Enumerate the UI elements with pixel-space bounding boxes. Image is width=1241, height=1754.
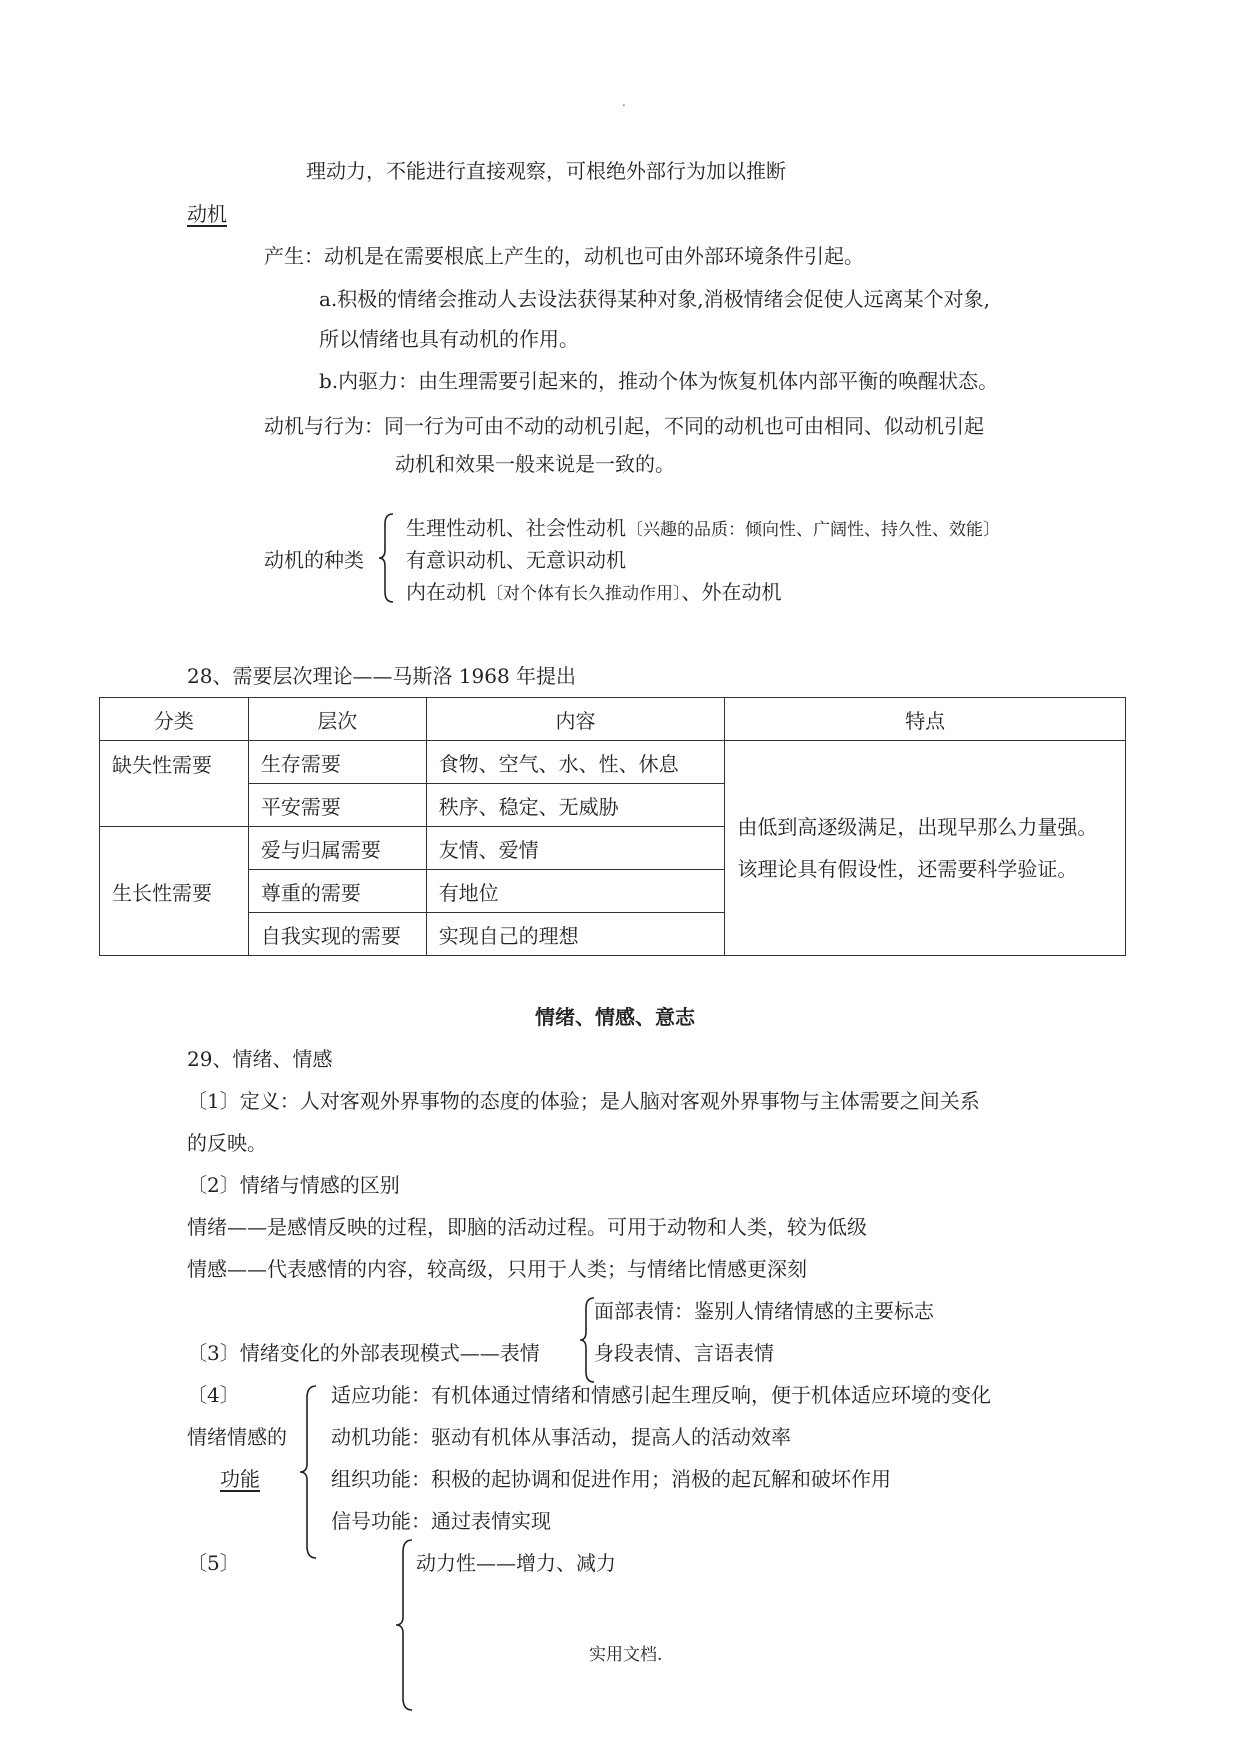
motive-type-1 xyxy=(406,515,1000,543)
motive-b-line: b.内驱力：由生理需要引起来的，推动个体为恢复机体内部平衡的唤醒状态。 xyxy=(319,369,999,393)
motive-a-line2: 所以情绪也具有动机的作用。 xyxy=(319,327,579,351)
level-cell: 爱与归属需要 xyxy=(248,827,426,870)
motive-type-3-tail: 、外在动机 xyxy=(681,580,782,604)
col-header-category: 分类 xyxy=(100,698,249,741)
motive-type-2: 有意识动机、无意识动机 xyxy=(406,548,626,572)
func-label-2: 功能 xyxy=(220,1467,260,1491)
table-header-row xyxy=(100,698,1126,741)
emotion-diff-feeling: 情感——代表感情的内容，较高级，只用于人类；与情绪比情感更深刻 xyxy=(187,1257,807,1281)
header-dot: . xyxy=(622,95,626,109)
emotion-diff-heading: 〔2〕情绪与情感的区别 xyxy=(187,1173,400,1197)
motive-type-3-note: 〔对个体有长久推动作用〕 xyxy=(486,584,682,604)
level-cell: 尊重的需要 xyxy=(248,870,426,913)
content-cell: 实现自己的理想 xyxy=(426,913,725,956)
feature-line-1: 由低到高逐级满足，出现早那么力量强。 xyxy=(737,815,1098,839)
feature-cell xyxy=(725,741,1126,956)
func-item-2: 动机功能：驱动有机体从事活动，提高人的活动效率 xyxy=(331,1425,791,1449)
feature-line-2: 该理论具有假设性，还需要科学验证。 xyxy=(737,857,1078,881)
func-num: 〔4〕 xyxy=(187,1383,240,1407)
motive-behavior-line1: 动机与行为：同一行为可由不动的动机引起，不同的动机也可由相同、似动机引起 xyxy=(264,414,984,438)
expr-label: 〔3〕情绪变化的外部表现模式——表情 xyxy=(187,1341,540,1365)
dim-brace xyxy=(394,1538,416,1712)
content-cell: 友情、爱情 xyxy=(426,827,725,870)
content-cell: 有地位 xyxy=(426,870,725,913)
maslow-heading: 28、需要层次理论——马斯洛 1968 年提出 xyxy=(187,664,577,688)
level-cell: 自我实现的需要 xyxy=(248,913,426,956)
content-cell: 食物、空气、水、性、休息 xyxy=(426,741,725,784)
content-cell: 秩序、稳定、无威胁 xyxy=(426,784,725,827)
motive-type-1-note: 〔兴趣的品质：倾向性、广阔性、持久性、效能〕 xyxy=(626,520,1000,540)
maslow-table xyxy=(99,697,1126,956)
func-item-4: 信号功能：通过表情实现 xyxy=(331,1509,551,1533)
func-item-1: 适应功能：有机体通过情绪和情感引起生理反响，便于机体适应环境的变化 xyxy=(331,1383,991,1407)
expr-item-2: 身段表情、言语表情 xyxy=(594,1341,774,1365)
footer-text: 实用文档. xyxy=(589,1645,663,1665)
func-item-3: 组织功能：积极的起协调和促进作用；消极的起瓦解和破坏作用 xyxy=(331,1467,891,1491)
intro-line: 理动力，不能进行直接观察，可根绝外部行为加以推断 xyxy=(306,159,786,183)
section-title: 情绪、情感、意志 xyxy=(535,1005,695,1029)
motive-type-1-main: 生理性动机、社会性动机 xyxy=(406,516,626,540)
func-label-1: 情绪情感的 xyxy=(187,1425,287,1449)
col-header-level: 层次 xyxy=(248,698,426,741)
motive-a-line1: a.积极的情绪会推动人去设法获得某种对象,消极情绪会促使人远离某个对象, xyxy=(319,287,990,311)
col-header-content: 内容 xyxy=(426,698,725,741)
motive-origin: 产生：动机是在需要根底上产生的，动机也可由外部环境条件引起。 xyxy=(264,244,864,268)
group-deficiency: 缺失性需要 xyxy=(100,741,249,827)
level-cell: 生存需要 xyxy=(248,741,426,784)
motive-type-3-main: 内在动机 xyxy=(406,580,486,604)
group-growth: 生长性需要 xyxy=(100,827,249,956)
emotion-diff-emotion: 情绪——是感情反映的过程，即脑的活动过程。可用于动物和人类，较为低级 xyxy=(187,1215,867,1239)
col-header-feature: 特点 xyxy=(725,698,1126,741)
emotion-heading: 29、情绪、情感 xyxy=(187,1047,333,1071)
dim-num: 〔5〕 xyxy=(187,1551,240,1575)
motive-behavior-line2: 动机和效果一般来说是一致的。 xyxy=(395,452,675,476)
motive-heading: 动机 xyxy=(187,202,227,226)
motive-types-label: 动机的种类 xyxy=(264,548,364,572)
emotion-def-line2: 的反映。 xyxy=(187,1131,267,1155)
level-cell: 平安需要 xyxy=(248,784,426,827)
emotion-def-line1: 〔1〕定义：人对客观外界事物的态度的体验；是人脑对客观外界事物与主体需要之间关系 xyxy=(187,1089,980,1113)
motive-types-brace xyxy=(377,512,397,604)
dim-item-1: 动力性——增力、减力 xyxy=(416,1551,616,1575)
table-row xyxy=(100,741,1126,784)
func-brace xyxy=(298,1384,320,1560)
motive-type-3 xyxy=(406,579,782,607)
expr-item-1: 面部表情：鉴别人情绪情感的主要标志 xyxy=(594,1299,934,1323)
